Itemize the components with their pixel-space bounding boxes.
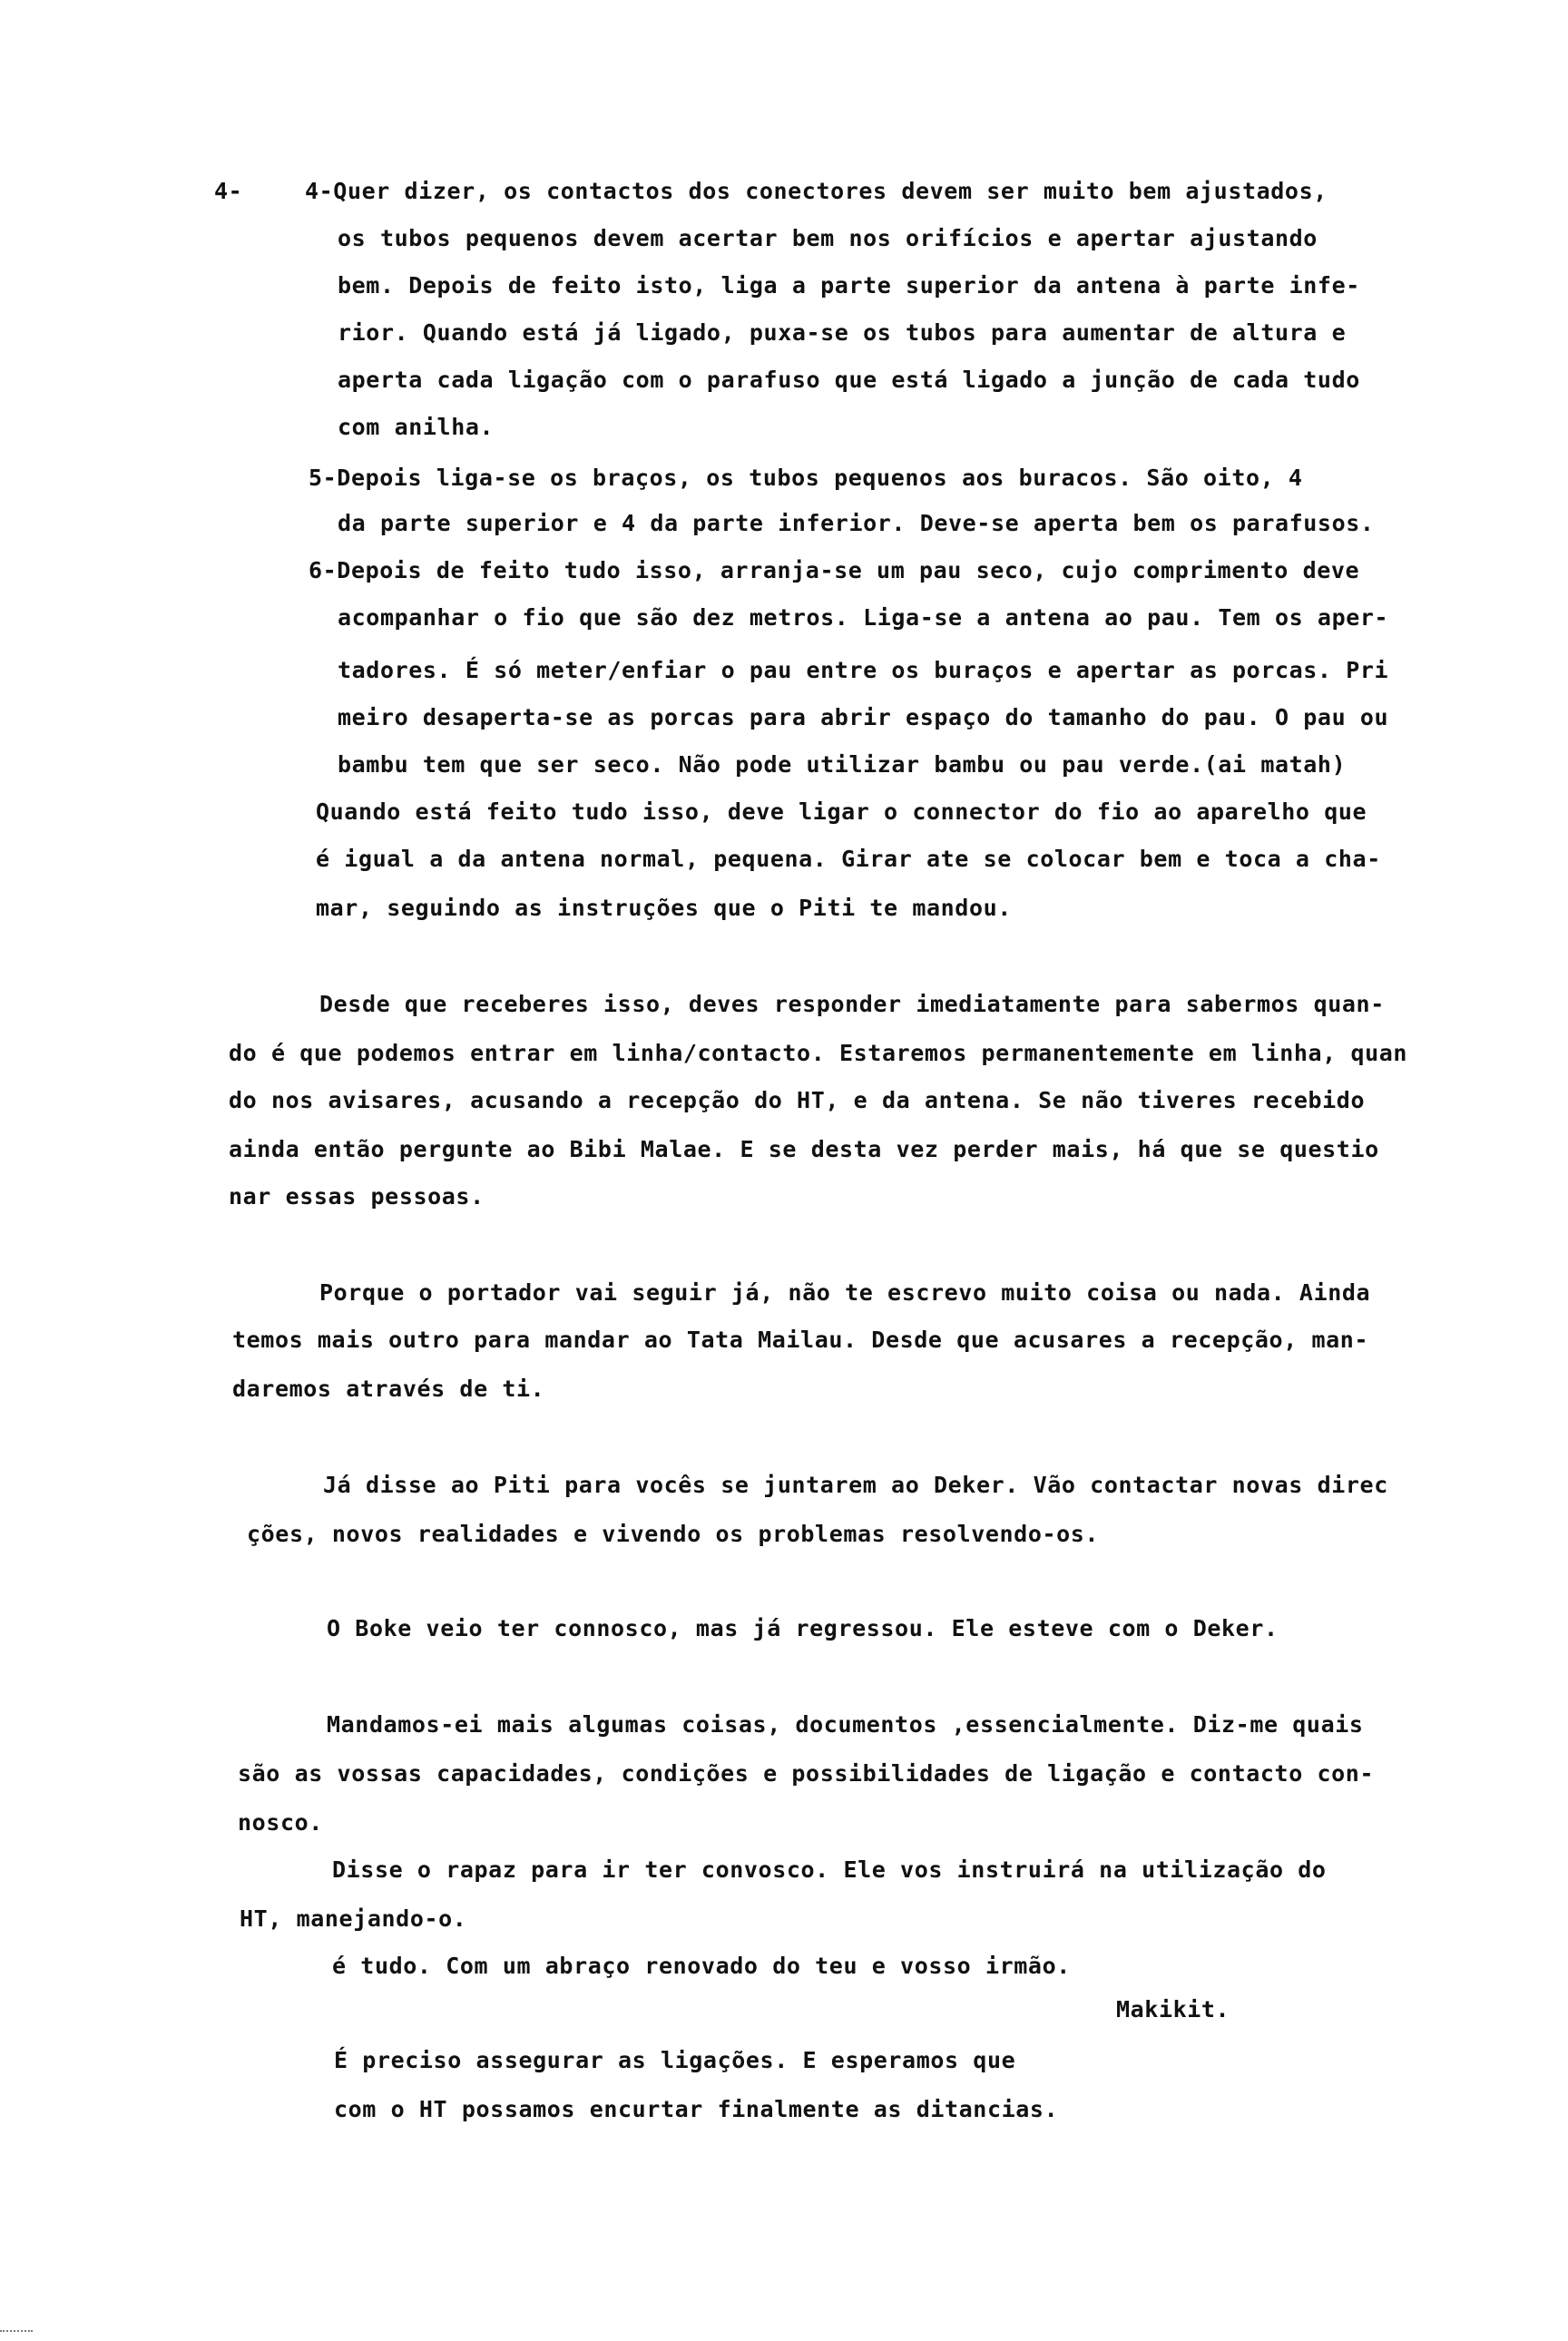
text-line: nosco. <box>238 1809 323 1836</box>
text-line: tadores. É só meter/enfiar o pau entre os buraços e apertar as porcas. Pri <box>338 657 1389 683</box>
text-line: os tubos pequenos devem acertar bem nos orifícios e apertar ajustando <box>338 225 1318 251</box>
postscript-line: com o HT possamos encurtar finalmente as ditancias. <box>334 2096 1059 2122</box>
text-line: nar essas pessoas. <box>229 1183 485 1210</box>
text-line: bem. Depois de feito isto, liga a parte superior da antena à parte infe- <box>338 272 1360 299</box>
text-line: bambu tem que ser seco. Não pode utilizar bambu ou pau verde.(ai matah) <box>338 751 1347 778</box>
text-line: são as vossas capacidades, condições e possibilidades de ligação e contacto con- <box>238 1760 1375 1787</box>
text-line: da parte superior e 4 da parte inferior. Deve-se aperta bem os parafusos. <box>338 510 1375 536</box>
text-line: do é que podemos entrar em linha/contacto. Estaremos permanentemente em linha, quan <box>229 1040 1408 1066</box>
text-line: do nos avisares, acusando a recepção do HT, e da antena. Se não tiveres recebido <box>229 1087 1366 1113</box>
text-line: daremos através de ti. <box>232 1376 545 1402</box>
text-line: Desde que receberes isso, deves responder imediatamente para sabermos quan- <box>319 991 1385 1017</box>
signature: Makikit. <box>1116 1996 1230 2023</box>
text-line: 5-Depois liga-se os braços, os tubos pequenos aos buracos. São oito, 4 <box>309 465 1303 491</box>
text-line: temos mais outro para mandar ao Tata Mailau. Desde que acusares a recepção, man- <box>232 1327 1369 1353</box>
postscript-line: É preciso assegurar as ligações. E esperamos que <box>334 2047 1016 2073</box>
text-line: acompanhar o fio que são dez metros. Liga-se a antena ao pau. Tem os aper- <box>338 604 1389 631</box>
text-line: HT, manejando-o. <box>240 1905 467 1932</box>
text-line: é igual a da antena normal, pequena. Girar ate se colocar bem e toca a cha- <box>316 846 1381 872</box>
text-line: Mandamos-ei mais algumas coisas, documentos ,essencialmente. Diz-me quais <box>327 1711 1364 1738</box>
text-line: meiro desaperta-se as porcas para abrir espaço do tamanho do pau. O pau ou <box>338 704 1389 730</box>
text-line: ções, novos realidades e vivendo os problemas resolvendo-os. <box>247 1521 1100 1547</box>
text-line: mar, seguindo as instruções que o Piti te mandou. <box>316 895 1012 921</box>
text-line: ainda então pergunte ao Bibi Malae. E se desta vez perder mais, há que se questio <box>229 1136 1379 1162</box>
text-line: aperta cada ligação com o parafuso que está ligado a junção de cada tudo <box>338 367 1360 393</box>
text-line: O Boke veio ter connosco, mas já regressou. Ele esteve com o Deker. <box>327 1615 1279 1641</box>
text-line: 6-Depois de feito tudo isso, arranja-se um pau seco, cujo comprimento deve <box>309 557 1360 583</box>
text-line: Quando está feito tudo isso, deve ligar o connector do fio ao aparelho que <box>316 798 1367 825</box>
scan-edge-mark <box>0 2330 33 2332</box>
text-line: Disse o rapaz para ir ter convosco. Ele vos instruirá na utilização do <box>332 1856 1327 1883</box>
text-line: rior. Quando está já ligado, puxa-se os tubos para aumentar de altura e <box>338 319 1347 346</box>
text-line: Já disse ao Piti para vocês se juntarem ao Deker. Vão contactar novas direc <box>323 1472 1388 1498</box>
margin-number: 4- <box>214 178 243 204</box>
text-line: com anilha. <box>338 414 495 440</box>
closing-line: é tudo. Com um abraço renovado do teu e vosso irmão. <box>332 1953 1071 1979</box>
text-line: Porque o portador vai seguir já, não te escrevo muito coisa ou nada. Ainda <box>319 1279 1371 1306</box>
text-line: 4-Quer dizer, os contactos dos conectores devem ser muito bem ajustados, <box>305 178 1328 204</box>
